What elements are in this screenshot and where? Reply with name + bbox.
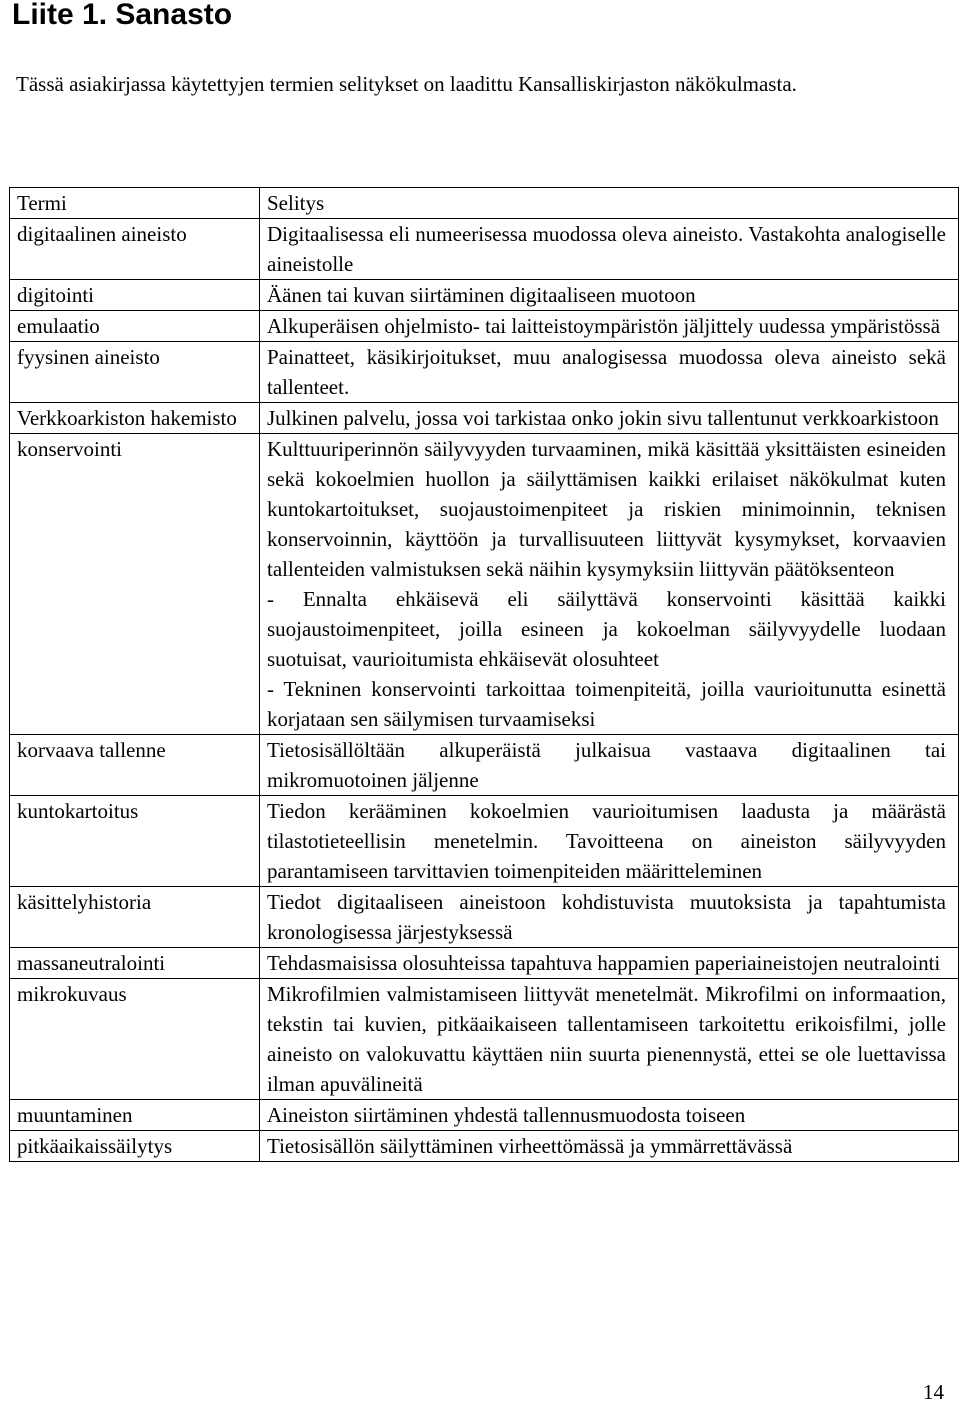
- definition-paragraph: Julkinen palvelu, jossa voi tarkistaa onko jokin sivu tallentunut verkkoarkistoon: [267, 406, 939, 430]
- term-cell: emulaatio: [10, 311, 260, 342]
- table-row: [10, 1100, 959, 1131]
- table-row: [10, 434, 959, 735]
- glossary-table: [9, 187, 959, 1162]
- term-cell: konservointi: [10, 434, 260, 735]
- glossary-table-body: [10, 188, 959, 1162]
- definition-cell: [260, 311, 959, 342]
- definition-paragraph: Tiedon kerääminen kokoelmien vaurioitumisen laadusta ja määrästä tilastotieteellisin menetelmin. Tavoitteena on aineiston säilyvyyden parantamiseen tarvittavien toimenpiteiden määritteleminen: [267, 799, 946, 883]
- table-row: [10, 979, 959, 1100]
- term-cell: pitkäaikaissäilytys: [10, 1131, 260, 1162]
- table-row: [10, 735, 959, 796]
- page-title: Liite 1. Sanasto: [12, 0, 233, 31]
- definition-paragraph: Alkuperäisen ohjelmisto- tai laitteistoympäristön jäljittely uudessa ympäristössä: [267, 314, 941, 338]
- definition-paragraph: Äänen tai kuvan siirtäminen digitaaliseen muotoon: [267, 283, 696, 307]
- definition-paragraph: Painatteet, käsikirjoitukset, muu analogisessa muodossa oleva aineisto sekä tallenteet.: [267, 345, 946, 399]
- definition-cell: [260, 403, 959, 434]
- definition-cell: [260, 342, 959, 403]
- definition-cell: [260, 1100, 959, 1131]
- definition-cell: [260, 280, 959, 311]
- definition-paragraph: - Ennalta ehkäisevä eli säilyttävä konservointi käsittää kaikki suojaustoimenpiteet, joilla esineen ja kokoelman säilyvyydelle luodaan suotuisat, vaurioitumista ehkäisevät olosuhteet: [267, 587, 946, 671]
- table-row: [10, 948, 959, 979]
- definition-paragraph: Kulttuuriperinnön säilyvyyden turvaaminen, mikä käsittää yksittäisten esineiden sekä kokoelmien huollon ja säilyttämisen kaikki erilaiset näkökulmat kuten kuntokartoitukset, suojaustoimenpiteet ja riskien minimoinnin, teknisen konservoinnin, käyttöön ja turvallisuuteen liittyvät kysymykset, korvaavien tallenteiden valmistuksen sekä näihin kysymyksiin liittyvän päätöksenteon: [267, 437, 946, 581]
- term-cell: korvaava tallenne: [10, 735, 260, 796]
- term-cell: käsittelyhistoria: [10, 887, 260, 948]
- definition-cell: [260, 434, 959, 735]
- table-row: [10, 403, 959, 434]
- table-row: [10, 887, 959, 948]
- table-row: [10, 280, 959, 311]
- header-term: Termi: [10, 188, 260, 219]
- definition-paragraph: Tietosisällön säilyttäminen virheettömässä ja ymmärrettävässä: [267, 1134, 793, 1158]
- table-header-row: [10, 188, 959, 219]
- definition-paragraph: Tiedot digitaaliseen aineistoon kohdistuvista muutoksista ja tapahtumista kronologisessa järjestyksessä: [267, 890, 946, 944]
- definition-cell: [260, 735, 959, 796]
- table-row: [10, 1131, 959, 1162]
- definition-cell: [260, 1131, 959, 1162]
- definition-cell: [260, 887, 959, 948]
- term-cell: muuntaminen: [10, 1100, 260, 1131]
- term-cell: mikrokuvaus: [10, 979, 260, 1100]
- term-cell: fyysinen aineisto: [10, 342, 260, 403]
- definition-cell: [260, 796, 959, 887]
- definition-paragraph: Aineiston siirtäminen yhdestä tallennusmuodosta toiseen: [267, 1103, 746, 1127]
- intro-paragraph: Tässä asiakirjassa käytettyjen termien selitykset on laadittu Kansalliskirjaston näkökulmasta.: [16, 72, 797, 96]
- table-row: [10, 342, 959, 403]
- page-number: 14: [923, 1380, 944, 1404]
- definition-paragraph: Tietosisällöltään alkuperäistä julkaisua vastaava digitaalinen tai mikromuotoinen jäljenne: [267, 738, 946, 792]
- definition-cell: [260, 979, 959, 1100]
- term-cell: digitaalinen aineisto: [10, 219, 260, 280]
- table-row: [10, 219, 959, 280]
- term-cell: digitointi: [10, 280, 260, 311]
- term-cell: Verkkoarkiston hakemisto: [10, 403, 260, 434]
- table-row: [10, 311, 959, 342]
- term-cell: kuntokartoitus: [10, 796, 260, 887]
- definition-cell: [260, 948, 959, 979]
- definition-paragraph: Tehdasmaisissa olosuhteissa tapahtuva happamien paperiaineistojen neutralointi: [267, 951, 941, 975]
- definition-paragraph: Digitaalisessa eli numeerisessa muodossa oleva aineisto. Vastakohta analogiselle aineistolle: [267, 222, 946, 276]
- definition-paragraph: - Tekninen konservointi tarkoittaa toimenpiteitä, joilla vaurioitunutta esinettä korjataan sen säilymisen turvaamiseksi: [267, 677, 946, 731]
- definition-paragraph: Mikrofilmien valmistamiseen liittyvät menetelmät. Mikrofilmi on informaation, tekstin tai kuvien, pitkäaikaiseen tallentamiseen tarkoitettu erikoisfilmi, jolle aineisto on valokuvattu käyttäen niin suurta pienennystä, ettei se ole luettavissa ilman apuvälineitä: [267, 982, 946, 1096]
- definition-cell: [260, 219, 959, 280]
- table-row: [10, 796, 959, 887]
- term-cell: massaneutralointi: [10, 948, 260, 979]
- header-definition: Selitys: [260, 188, 959, 219]
